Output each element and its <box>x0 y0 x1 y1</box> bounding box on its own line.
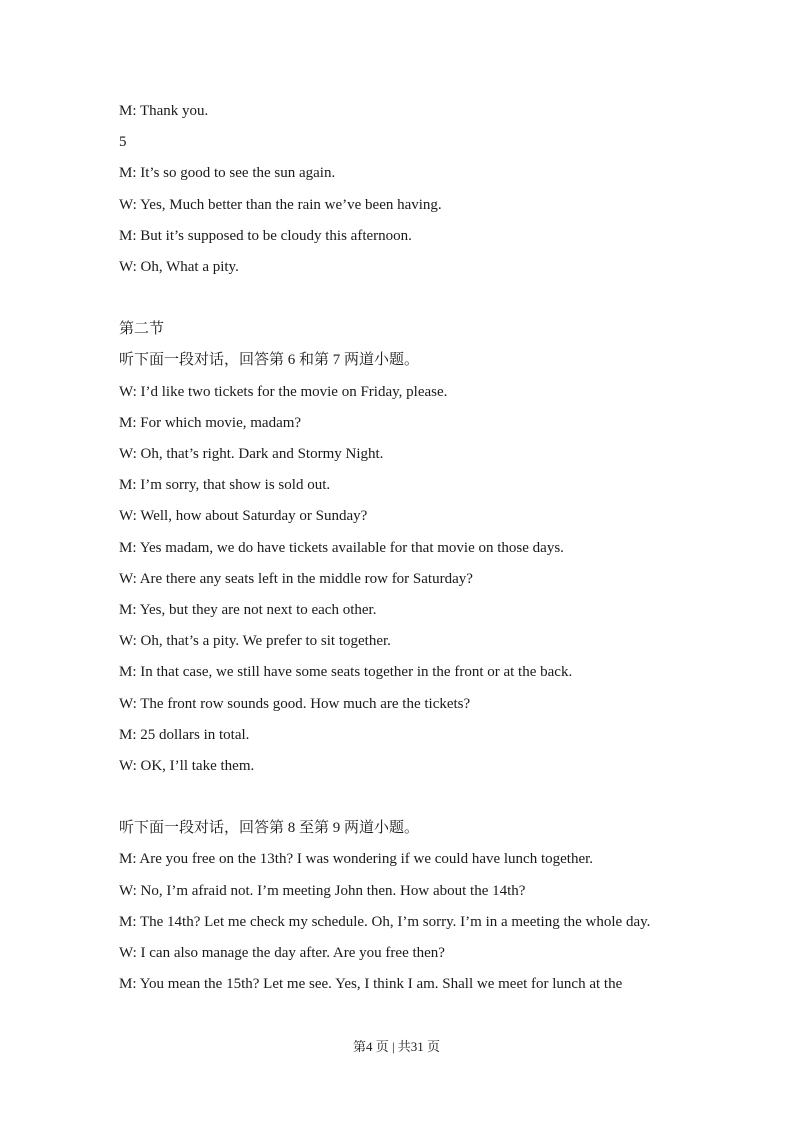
dialogue-line: W: The front row sounds good. How much are the tickets? <box>119 695 471 712</box>
dialogue-line: M: Thank you. <box>119 103 209 119</box>
dialogue-line: W: No, I’m afraid not. I’m meeting John then. How about the 14th? <box>119 882 526 899</box>
dialogue-line: W: OK, I’ll take them. <box>119 758 255 775</box>
dialogue-line: M: But it’s supposed to be cloudy this afternoon. <box>119 227 412 244</box>
dialogue-line: W: Oh, What a pity. <box>119 259 239 276</box>
page-content <box>119 96 675 1000</box>
dialogue-line: W: I’d like two tickets for the movie on Friday, please. <box>119 383 448 400</box>
dialogue-line: W: Are there any seats left in the middle row for Saturday? <box>119 570 473 587</box>
dialogue-line: M: Yes, but they are not next to each other. <box>119 602 377 619</box>
dialogue-line: M: 25 dollars in total. <box>119 726 250 743</box>
page-footer: 第4 页 | 共31 页 <box>352 1039 441 1054</box>
dialogue-line: M: In that case, we still have some seats together in the front or at the back. <box>119 664 573 681</box>
paragraph-gap <box>119 283 675 314</box>
dialogue-line: W: Oh, that’s a pity. We prefer to sit together. <box>119 633 391 650</box>
dialogue-line: M: I’m sorry, that show is sold out. <box>119 477 331 494</box>
dialogue-line: M: You mean the 15th? Let me see. Yes, I think I am. Shall we meet for lunch at the <box>119 976 623 993</box>
dialogue-instruction: 听下面一段对话，回答第 8 至第 9 两道小题。 <box>119 820 420 837</box>
dialogue-instruction: 听下面一段对话，回答第 6 和第 7 两道小题。 <box>119 352 420 369</box>
dialogue-line: W: Well, how about Saturday or Sunday? <box>119 508 368 525</box>
section-heading: 第二节 <box>119 321 165 338</box>
dialogue-line: W: Yes, Much better than the rain we’ve been having. <box>119 196 442 213</box>
dialogue-line: W: I can also manage the day after. Are you free then? <box>119 945 445 962</box>
paragraph-gap <box>119 782 675 813</box>
dialogue-line: M: For which movie, madam? <box>119 414 302 431</box>
dialogue-line: M: The 14th? Let me check my schedule. Oh, I’m sorry. I’m in a meeting the whole day. <box>119 913 651 930</box>
dialogue-line: M: Are you free on the 13th? I was wondering if we could have lunch together. <box>119 851 594 868</box>
dialogue-line: M: Yes madam, we do have tickets available for that movie on those days. <box>119 539 564 556</box>
dialogue-line: M: It’s so good to see the sun again. <box>119 165 336 182</box>
dialogue-number: 5 <box>119 134 127 151</box>
dialogue-line: W: Oh, that’s right. Dark and Stormy Night. <box>119 446 384 463</box>
